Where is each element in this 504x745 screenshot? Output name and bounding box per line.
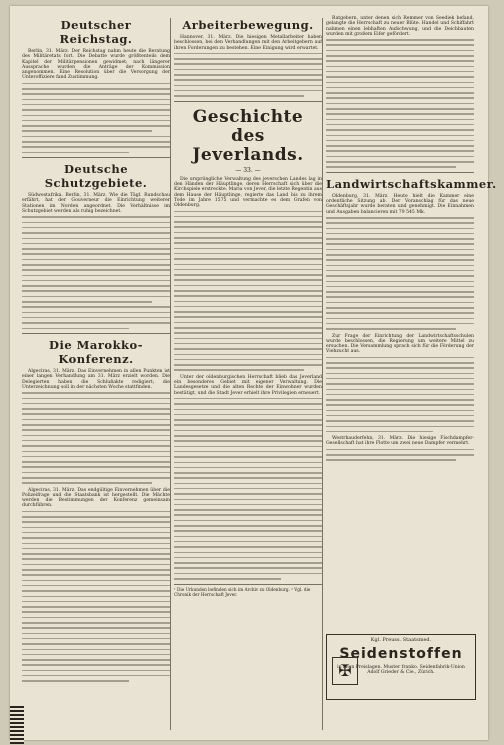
article-geschichte-1: Die ursprüngliche Verwaltung des jeverschen Landes lag in den Händen der Häuptlinge, deren Herrschaft sich über die Kirchspiele erstreckte. Maria von Jever, die letzte Regentin aus dem Hause der Häuptlinge, regierte das Land bis zu ihrem Tode im Jahre 1575 und vermachte es dem Grafen von Oldenburg. <box>174 176 322 209</box>
article-landwirtschaft-1: Oldenburg, 31. März. Heute hielt die Kammer eine ordentliche Sitzung ab. Der Voranschlag für das neue Geschäftsjahr wurde beraten und genehmigt. Die Einnahmen und Ausgaben balancieren mit 79 545 Mk. <box>326 193 474 215</box>
column-3 <box>326 16 497 465</box>
column-divider <box>170 18 171 730</box>
heading-marokko: Die Marokko-Konferenz. <box>49 338 143 367</box>
article-reichstag: Berlin, 31. März. Der Reichstag nahm heute die Beratung des Militäretats fort. Die Debatte wurde größtenteils dem Kapitel der Militärpensionen gewidmet; nach längerer Aussprache wurden die Anträge der Kommission angenommen. Eine Resolution über die Versorgung der Unteroffiziere fand Zustimmung. <box>22 49 170 81</box>
text-lines <box>22 216 170 329</box>
article-marokko-1: Algeciras, 31. März. Das Einvernehmen in allen Punkten ist einer langen Verhandlung am 31. März erzielt worden. Die Delegierten haben die Schlußakte redigiert; die Unterzeichnung soll in der nächsten Woche stattfinden. <box>22 369 170 390</box>
text-lines <box>174 211 322 371</box>
article-arbeiterbewegung: Hannover, 31. März. Die hiesigen Metallarbeiter haben beschlossen, bei den Verhandlungen mit den Arbeitgebern auf ihren Forderungen zu bestehen. Eine Einigung wird erwartet. <box>174 35 322 51</box>
text-lines <box>326 357 474 433</box>
article-continued: Ratgebern, unter denen sich Remmer von Seediek befand, gelangte die Herrschaft zu neuer Blüte. Handel und Schiffahrt nahmen einen lebhaften Aufschwung, und die Deichbauten wurden mit großem Eifer gefördert. <box>326 16 474 37</box>
text-lines <box>22 392 170 484</box>
heading-schutzgebiete: Deutsche Schutzgebiete. <box>44 162 148 191</box>
heading-arbeiterbewegung: Arbeiterbewegung. <box>182 18 314 32</box>
installment-number: — 33. — <box>235 166 261 174</box>
text-lines <box>326 217 474 330</box>
column-1 <box>22 16 170 686</box>
archive-barcode <box>10 706 24 744</box>
text-lines <box>22 511 170 682</box>
ad-text: in allen Preislagen. Muster franko. Seidenfabrik-Union Adolf Grieder & Cie., Zürich. <box>337 665 465 676</box>
ad-small-heading: Kgl. Preuss. Staatsmed. <box>370 637 432 643</box>
heading-landwirtschaftskammer: Landwirtschaftskammer. <box>326 176 497 191</box>
text-lines <box>326 449 474 461</box>
column-divider <box>322 18 323 730</box>
article-marokko-2: Algeciras, 31. März. Das endgültige Einvernehmen über die Polizeifrage und die Staatsbank ist hergestellt. Die Mächte werden die Bestimmungen der Konferenz gemeinsam durchführen. <box>22 487 170 509</box>
footnotes: ¹ Die Urkunden befinden sich im Archiv zu Oldenburg. ² Vgl. die Chronik der Herrschaft Jever. <box>174 584 322 597</box>
medal-icon: ✠ <box>332 657 358 685</box>
advertisement-box <box>326 634 476 700</box>
text-lines <box>174 53 322 97</box>
text-lines <box>22 83 170 153</box>
article-schutzgebiete: Südwestafrika. Berlin, 31. März. Wie die Tägl. Rundschau erfährt, hat der Gouverneur die Einrichtung weiterer Stationen im Norden angeordnet. Die Verhältnisse im Schutzgebiet werden als ruhig bezeichnet. <box>22 193 170 215</box>
column-2 <box>174 16 322 597</box>
article-landwirtschaft-2: Zur Frage der Einrichtung der Landwirtschaftsschulen wurde beschlossen, die Regierung um weitere Mittel zu ersuchen. Die Versammlung sprach sich für die Förderung der Viehzucht aus. <box>326 333 474 355</box>
heading-reichstag: Deutscher Reichstag. <box>59 18 133 46</box>
ad-title: Seidenstoffen <box>339 646 463 662</box>
article-westrhauderfehn: Westrhauderfehn, 31. März. Die hiesige Fischdampfer-Gesellschaft hat ihre Flotte um zwei neue Dampfer vermehrt. <box>326 436 474 447</box>
text-lines <box>174 398 322 580</box>
newspaper-page <box>10 6 497 740</box>
article-geschichte-2: Unter der oldenburgischen Herrschaft blieb das Jeverland ein besonderes Gebiet mit eigener Verwaltung. Die Landesgesetze und die alten Rechte der Einwohner wurden bestätigt, und die Stadt Jever erhielt ihre Privilegien erneuert. <box>174 374 322 396</box>
heading-geschichte-jeverlands: Geschichte des Jeverlands. <box>192 106 304 165</box>
text-lines <box>326 39 474 168</box>
